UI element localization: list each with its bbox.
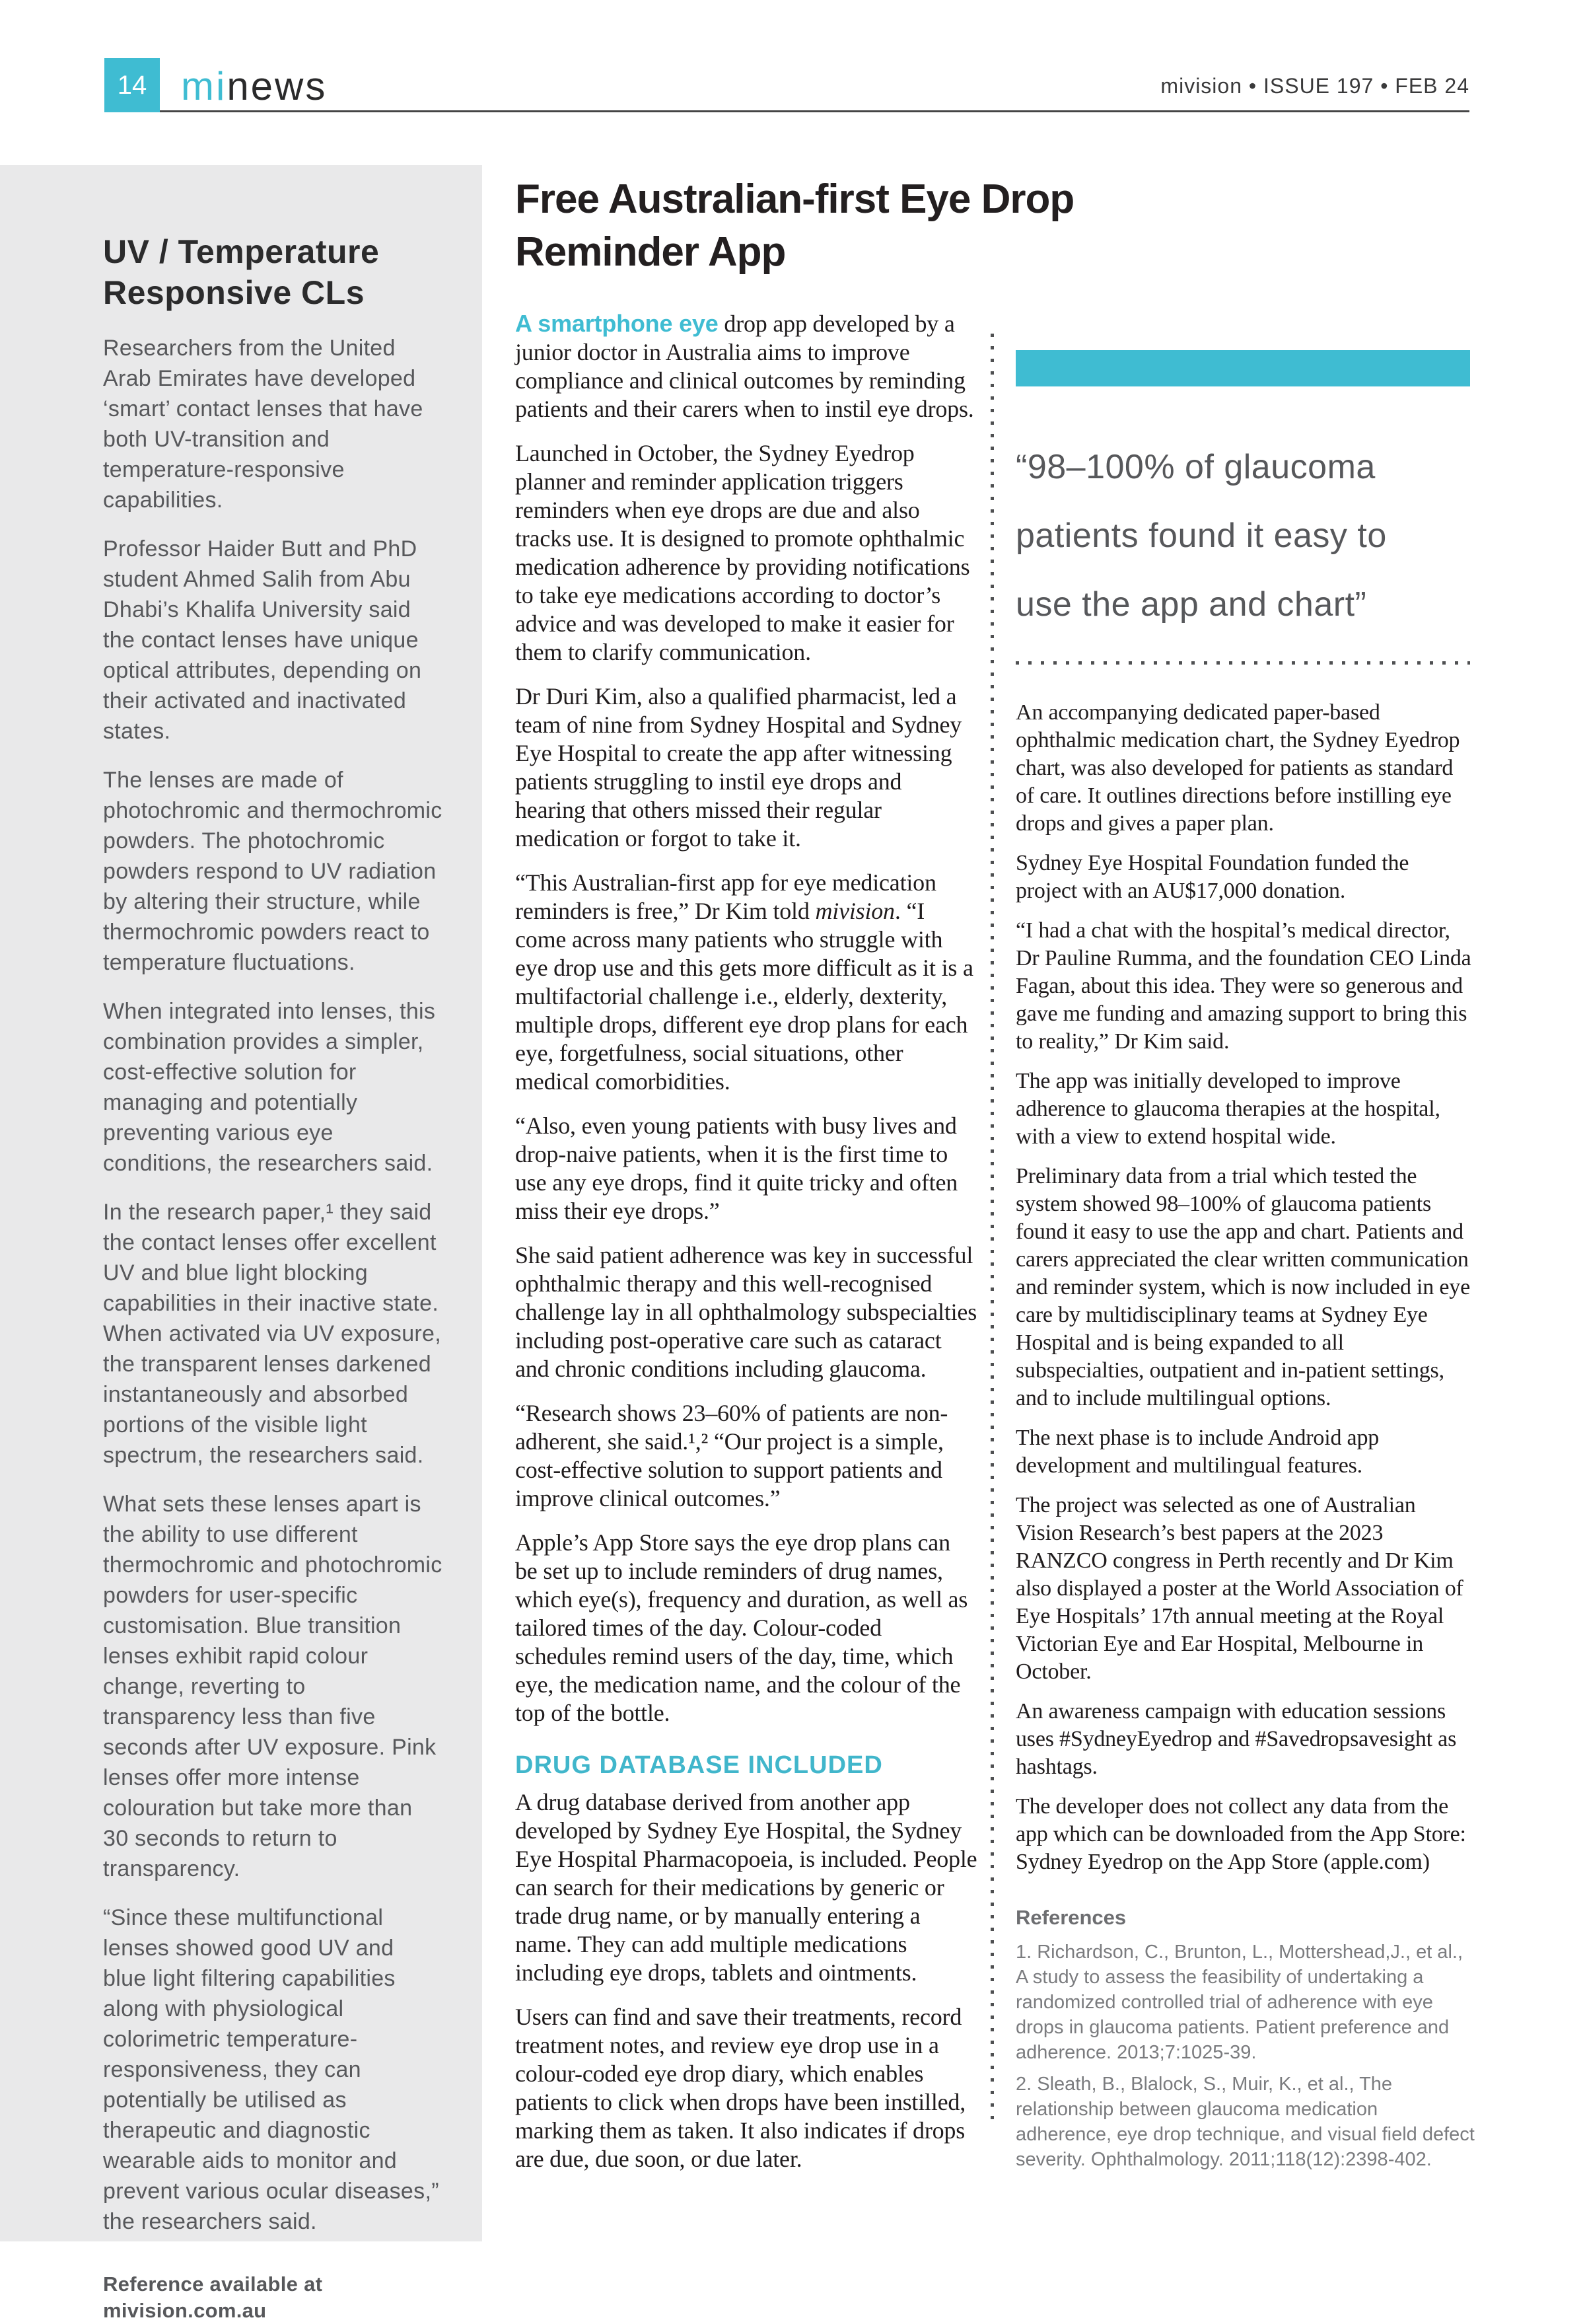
- pull-quote-accent-bar: [1016, 350, 1470, 386]
- dotted-divider: [1016, 661, 1470, 665]
- article-title-line1: Free Australian-first Eye Drop: [515, 176, 1074, 222]
- right-paragraph: An awareness campaign with education sessions uses #SydneyEyedrop and #Savedropsavesight as hashtags.: [1016, 1699, 1457, 1779]
- body-paragraph: Users can find and save their treatments, record treatment notes, and review eye drop use in a colour-coded eye drop diary, which enables patients to click when drops have been instilled, marking them as taken. It also indicates if drops are due, due soon, or due later.: [515, 2004, 966, 2172]
- sidebar-paragraph: Researchers from the United Arab Emirates have developed ‘smart’ contact lenses that have both UV-transition and temperature-responsive capabilities.: [103, 336, 423, 513]
- issue-info: mivision • ISSUE 197 • FEB 24: [1160, 74, 1469, 98]
- quote-paragraph-start: “This Australian-first app for eye medication reminders is free,” Dr Kim told: [515, 869, 936, 924]
- sidebar-footnote: Reference available at mivision.com.au: [103, 2272, 323, 2322]
- sidebar-paragraph: “Since these multifunctional lenses showed good UV and blue light filtering capabilities along with physiological colorimetric temperature-responsiveness, they can potentially be utilised as therapeutic and diagnostic wearable aids to monitor and prevent various ocular diseases,” the researchers said.: [103, 1905, 439, 2234]
- body-paragraph: A drug database derived from another app developed by Sydney Eye Hospital, the Sydney Eye Hospital Pharmacopoeia, is included. People can search for their medications by generic or trade drug name, or by manually entering a name. They can add multiple medications including eye drops, tablets and ointments.: [515, 1789, 977, 1986]
- article-lead: [515, 309, 977, 423]
- right-paragraph: The developer does not collect any data from the app which can be downloaded from the App Store: Sydney Eyedrop on the App Store (apple.com): [1016, 1794, 1466, 1874]
- body-paragraph: [515, 869, 977, 1096]
- sidebar-paragraph: Professor Haider Butt and PhD student Ahmed Salih from Abu Dhabi’s Khalifa University said the contact lenses have unique optical attributes, depending on their activated and inactivated states.: [103, 536, 422, 744]
- body-paragraph: “Research shows 23–60% of patients are non-adherent, she said.¹,² “Our project is a simple, cost-effective solution to support patients and improve clinical outcomes.”: [515, 1400, 948, 1511]
- body-paragraph: “Also, even young patients with busy lives and drop-naive patients, when it is the first time to use any eye drops, find it quite tricky and often miss their eye drops.”: [515, 1112, 958, 1224]
- header-rule: [160, 110, 1469, 112]
- body-paragraph: She said patient adherence was key in successful ophthalmic therapy and this well-recognised challenge lay in all ophthalmology subspecialties including post-operative care such as cataract and chronic conditions including glaucoma.: [515, 1242, 977, 1382]
- right-paragraph: An accompanying dedicated paper-based ophthalmic medication chart, the Sydney Eyedrop chart, was also developed for patients as standard of care. It outlines directions before instilling eye drops and gives a paper plan.: [1016, 700, 1460, 836]
- reference-item: 2. Sleath, B., Blalock, S., Muir, K., et al., The relationship between glaucoma medication adherence, eye drop technique, and visual field defect severity. Ophthalmology. 2011;118(12):2398-402.: [1016, 2074, 1475, 2170]
- sidebar-title: UV / Temperature Responsive CLs: [103, 233, 380, 311]
- minews-logo-mi: mi: [181, 64, 227, 108]
- right-paragraph: “I had a chat with the hospital’s medical director, Dr Pauline Rumma, and the foundation CEO Linda Fagan, about this idea. They were so generous and gave me funding and amazing support to bring this to reality,” Dr Kim said.: [1016, 918, 1471, 1054]
- pull-quote: “98–100% of glaucoma patients found it easy to use the app and chart”: [1016, 448, 1387, 624]
- right-column: [1016, 350, 1475, 2179]
- article-title: [515, 173, 1149, 279]
- minews-logo-news: news: [227, 64, 328, 108]
- column-divider-dotted: [991, 334, 994, 2124]
- quote-paragraph-end: . “I come across many patients who struggle with eye drop use and this gets more difficult as it is a multifactorial challenge i.e., elderly, dexterity, multiple drops, different eye drop plans for each eye, forgetfulness, social situations, other medical comorbidities.: [515, 898, 973, 1095]
- sidebar-article: [0, 165, 482, 2322]
- sidebar-paragraph: The lenses are made of photochromic and thermochromic powders. The photochromic powders respond to UV radiation by altering their structure, while thermochromic powders react to temperature fluctuations.: [103, 768, 442, 975]
- references-heading: References: [1016, 1906, 1127, 1929]
- sidebar-paragraph: What sets these lenses apart is the ability to use different thermochromic and photochromic powders for user-specific customisation. Blue transition lenses exhibit rapid colour change, reverting to transparency less than five seconds after UV exposure. Pink lenses offer more intense colouration but take more than 30 seconds to return to transparency.: [103, 1492, 442, 1881]
- lead-highlight: A smartphone eye: [515, 310, 719, 337]
- reference-item: 1. Richardson, C., Brunton, L., Mottershead,J., et al., A study to assess the feasibility of undertaking a randomized controlled trial of adherence with eye drops in glaucoma patients. Patient preference and adherence. 2013;7:1025-39.: [1016, 1942, 1463, 2063]
- page-number-badge: 14: [104, 58, 160, 112]
- sidebar-paragraph: In the research paper,¹ they said the contact lenses offer excellent UV and blue light blocking capabilities in their inactive state. When activated via UV exposure, the transparent lenses darkened instantaneously and absorbed portions of the visible light spectrum, the researchers said.: [103, 1200, 441, 1468]
- right-paragraph: Preliminary data from a trial which tested the system showed 98–100% of glaucoma patients found it easy to use the app and chart. Patients and carers appreciated the clear written communication and reminder system, which is now included in eye care by multidisciplinary teams at Sydney Eye Hospital and is being expanded to all subspecialties, outpatient and in-patient settings, and to include multilingual options.: [1016, 1164, 1470, 1410]
- right-paragraph: The app was initially developed to improve adherence to glaucoma therapies at the hospital, with a view to extend hospital wide.: [1016, 1069, 1440, 1149]
- lead-rest: drop app developed by a junior doctor in Australia aims to improve compliance and clinical outcomes by reminding patients and their carers when to instil eye drops.: [515, 310, 974, 422]
- publication-name-italic: mivision: [815, 898, 895, 924]
- references: [1016, 1905, 1478, 2172]
- section-heading: DRUG DATABASE INCLUDED: [515, 1751, 883, 1779]
- body-paragraph: Launched in October, the Sydney Eyedrop planner and reminder application triggers reminders when eye drops are due and also tracks use. It is designed to promote ophthalmic medication adherence by providing notifications to take eye medications according to doctor’s advice and was developed to make it easier for them to clarify communication.: [515, 440, 970, 665]
- body-paragraph: Apple’s App Store says the eye drop plans can be set up to include reminders of drug names, which eye(s), frequency and duration, as well as tailored times of the day. Colour-coded schedules remind users of the day, time, which eye, the medication name, and the colour of the top of the bottle.: [515, 1529, 968, 1726]
- right-paragraph: The project was selected as one of Australian Vision Research’s best papers at the 2023 RANZCO congress in Perth recently and Dr Kim also displayed a poster at the World Association of Eye Hospitals’ 17th annual meeting at the Royal Victorian Eye and Ear Hospital, Melbourne in October.: [1016, 1493, 1463, 1684]
- article-title-line2: Reminder App: [515, 229, 786, 275]
- body-paragraph: Dr Duri Kim, also a qualified pharmacist, led a team of nine from Sydney Hospital and Sydney Eye Hospital to create the app after witnessing patients struggling to instil eye drops and hearing that others missed their regular medication or forgot to take it.: [515, 683, 962, 852]
- sidebar-paragraph: When integrated into lenses, this combination provides a simpler, cost-effective solution for managing and potentially preventing various eye conditions, the researchers said.: [103, 999, 436, 1176]
- right-paragraph: The next phase is to include Android app development and multilingual features.: [1016, 1426, 1380, 1478]
- right-paragraph: Sydney Eye Hospital Foundation funded the project with an AU$17,000 donation.: [1016, 851, 1409, 903]
- minews-logo: [181, 63, 327, 109]
